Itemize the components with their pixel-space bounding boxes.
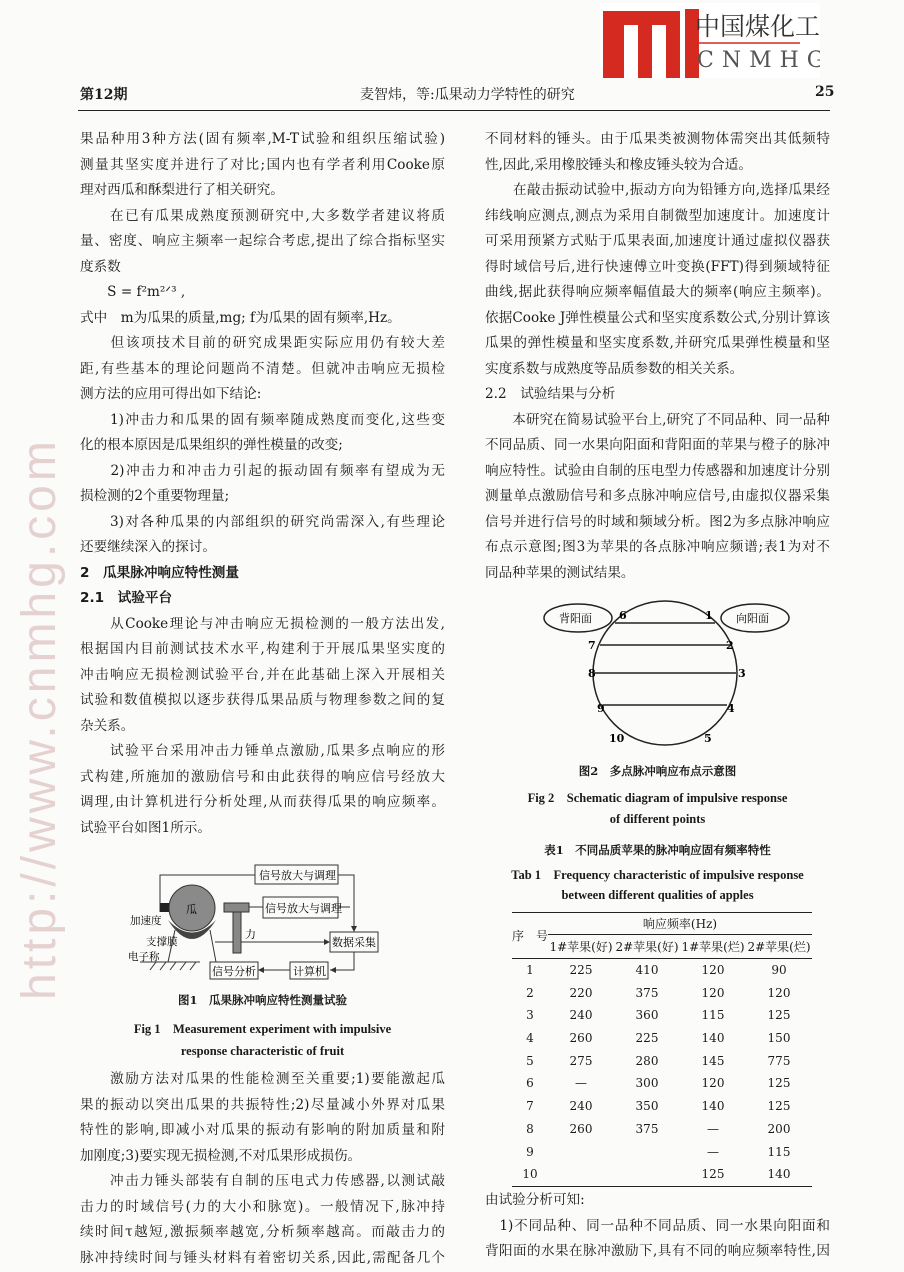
text-line: 还要继续深入的探讨。	[80, 539, 216, 555]
section-heading: 2 瓜果脉冲响应特性测量	[80, 564, 239, 581]
text-line: 性,因此,采用橡胶锤头和橡皮锤头较为合适。	[485, 156, 752, 173]
text-line: 从Cooke理论与冲击响应无损检测的一般方法出发,	[80, 615, 445, 632]
table-1-caption-cn: 表1 不同品质苹果的脉冲响应固有频率特性	[544, 843, 771, 857]
page-number: 25	[815, 84, 835, 100]
table-cell: 300	[635, 1076, 659, 1091]
table-row	[512, 1163, 812, 1186]
text-line: 果品种用3种方法(固有频率,M-T试验和组织压缩试验)	[80, 131, 445, 147]
table-cell: 360	[635, 1008, 659, 1023]
index-header: 序 号	[512, 928, 549, 943]
text-line: 损检测的2个重要物理量;	[80, 488, 230, 504]
row-index: 5	[526, 1053, 534, 1068]
table-cell	[548, 1140, 614, 1163]
text-line: 纬线响应测点,测点为采用自制微型加速度计。加速度计	[485, 207, 830, 224]
text-line: 1)不同品种、同一品种不同品质、同一水果向阳面和	[485, 1217, 830, 1234]
row-index: 7	[526, 1099, 534, 1114]
table-row	[512, 1072, 812, 1095]
text-line: 加刚度;3)要实现无损检测,不对瓜果形成损伤。	[80, 1147, 362, 1164]
table-cell: 145	[701, 1053, 725, 1068]
figure-2-caption-cn: 图2 多点脉冲响应布点示意图	[578, 764, 737, 778]
header-rule	[78, 110, 830, 111]
table-cell: 125	[701, 1167, 725, 1182]
group-header: 响应频率(Hz)	[548, 913, 812, 935]
table-row	[512, 1095, 812, 1118]
text-line: 冲击力锤头部装有自制的压电式力传感器,以测试敲	[80, 1173, 445, 1189]
figure-2-caption-en: Fig 2 Schematic diagram of impulsive response	[527, 791, 788, 805]
table-1-caption-en-2: between different qualities of apples	[561, 888, 754, 902]
table-cell: 240	[569, 1099, 593, 1114]
table-1-caption-en: Tab 1 Frequency characteristic of impulsive response	[511, 868, 804, 882]
figure-1-diagram	[120, 840, 390, 990]
table-cell: —	[707, 1121, 719, 1136]
table-row	[512, 1049, 812, 1072]
figure-1-caption-en-2: response characteristic of fruit	[180, 1044, 345, 1058]
text-line: 瓜果的弹性模量和坚实度系数,并研究瓜果弹性模量和坚	[485, 335, 830, 351]
column-header: 1#苹果(好)	[549, 939, 613, 954]
table-row	[512, 1027, 812, 1050]
text-line: 调理,由计算机进行分析处理,从而获得瓜果的响应频率。	[80, 794, 445, 810]
svg-text:CNMHG: CNMHG	[697, 48, 820, 73]
right-column-top	[485, 127, 830, 586]
row-index: 6	[526, 1076, 534, 1091]
table-cell: 140	[701, 1099, 725, 1114]
table-cell: 90	[771, 963, 787, 978]
text-line: 距,有些基本的理论问题尚不清楚。但就冲击响应无损检	[80, 360, 445, 377]
table-cell	[614, 1163, 680, 1186]
text-line: 2)冲击力和冲击力引起的振动固有频率有望成为无	[80, 462, 445, 479]
column-header: 1#苹果(烂)	[681, 939, 745, 954]
table-cell: 140	[767, 1167, 791, 1182]
text-line: 果的振动以突出瓜果的共振特性;2)尽量减小外界对瓜果	[80, 1096, 445, 1113]
point-label: 8	[588, 667, 596, 680]
text-line: 1)冲击力和瓜果的固有频率随成熟度而变化,这些变	[80, 411, 445, 428]
text-line: 测量其坚实度并进行了对比;国内也有学者利用Cooke原	[80, 156, 445, 173]
table-cell: 120	[701, 1076, 725, 1091]
figure-2-diagram	[530, 595, 810, 755]
table-cell: 350	[635, 1099, 659, 1114]
text-line: 在已有瓜果成熟度预测研究中,大多数学者建议将质	[80, 207, 445, 224]
table-row	[512, 981, 812, 1004]
amp-box-1: 信号放大与调理	[259, 869, 336, 882]
text-line: 冲击响应无损检测试验平台,并在此基础上深入开展相关	[80, 666, 445, 683]
section-heading: 2.1 试验平台	[80, 590, 173, 606]
row-index: 4	[526, 1031, 534, 1046]
sun-side-label: 向阳面	[736, 612, 769, 625]
table-cell: 775	[767, 1053, 791, 1068]
table-cell: 125	[767, 1099, 791, 1114]
text-line: 式中 m为瓜果的质量,mg; f为瓜果的固有频率,Hz。	[80, 309, 401, 326]
text-line: 根据国内目前测试技术水平,构建利于开展瓜果坚实度的	[80, 641, 445, 657]
row-index: 1	[526, 963, 534, 978]
computer-box: 计算机	[293, 965, 326, 978]
table-cell: 115	[767, 1144, 791, 1159]
fruit-label: 瓜	[186, 903, 197, 916]
shade-side-label: 背阳面	[559, 612, 592, 625]
text-line: 响应特性。试验由自制的压电型力传感器和加速度计分别	[485, 462, 830, 479]
table-cell: 225	[635, 1031, 659, 1046]
daq-box: 数据采集	[332, 936, 376, 949]
table-cell: 140	[701, 1031, 725, 1046]
figure-2-caption-en-2: of different points	[609, 812, 706, 826]
text-line: 击力的时域信号(力的大小和脉宽)。一般情况下,脉冲持	[80, 1198, 445, 1215]
row-index: 8	[526, 1121, 534, 1136]
amp-box-2: 信号放大与调理	[265, 902, 342, 915]
text-line: 信号并进行信号的时域和频域分析。图2为多点脉冲响应	[485, 513, 830, 530]
text-line: 杂关系。	[80, 717, 135, 734]
point-label: 2	[726, 639, 734, 652]
right-column-bottom	[485, 1188, 830, 1265]
text-line: 背阳面的水果在脉冲激励下,具有不同的响应频率特性,因	[485, 1243, 830, 1259]
text-line: 可采用预紧方式贴于瓜果表面,加速度计通过虚拟仪器获	[485, 233, 830, 249]
table-1	[512, 912, 812, 1187]
column-header: 2#苹果(烂)	[747, 939, 811, 954]
text-line: 布点示意图;图3为苹果的各点脉冲响应频谱;表1为对不	[485, 539, 830, 555]
figure-1-caption-cn: 图1 瓜果脉冲响应特性测量试验	[178, 993, 347, 1007]
table-cell: 375	[635, 985, 659, 1000]
point-label: 10	[609, 732, 625, 745]
text-line: 本研究在简易试验平台上,研究了不同品种、同一品种	[485, 411, 830, 428]
table-cell: 240	[569, 1008, 593, 1023]
table-row	[512, 1004, 812, 1027]
table-cell: 125	[767, 1008, 791, 1023]
point-label: 9	[597, 702, 605, 715]
table-cell: 275	[569, 1053, 593, 1068]
point-label: 7	[588, 639, 596, 652]
scale-label: 电子称	[128, 951, 160, 963]
table-cell: 125	[767, 1076, 791, 1091]
row-index: 9	[526, 1144, 534, 1159]
table-cell: —	[707, 1144, 719, 1159]
table-cell: 120	[701, 963, 725, 978]
table-row	[512, 958, 812, 981]
table-cell: 410	[635, 963, 659, 978]
table-cell: 120	[767, 985, 791, 1000]
text-line: 不同材料的锤头。由于瓜果类被测物体需突出其低频特	[485, 131, 830, 147]
row-index: 2	[526, 985, 534, 1000]
membrane-label: 支撑膜	[146, 936, 178, 948]
table-cell	[548, 1163, 614, 1186]
table-cell: 260	[569, 1031, 593, 1046]
text-line: 测量单点激励信号和多点脉冲响应信号,由虚拟仪器采集	[485, 488, 830, 504]
text-line: 由试验分析可知:	[485, 1192, 585, 1208]
text-line: 3)对各种瓜果的内部组织的研究尚需深入,有些理论	[80, 513, 445, 530]
text-line: 试验平台采用冲击力锤单点激励,瓜果多点响应的形	[80, 743, 445, 759]
text-line: 试验平台如图1所示。	[80, 819, 211, 836]
row-index: 10	[522, 1167, 538, 1182]
text-line: 激励方法对瓜果的性能检测至关重要;1)要能激起瓜	[80, 1071, 445, 1087]
table-cell: 375	[635, 1121, 659, 1136]
table-cell: 150	[767, 1031, 791, 1046]
table-cell	[614, 1140, 680, 1163]
table-cell: 280	[635, 1053, 659, 1068]
figure-1-caption-en: Fig 1 Measurement experiment with impulsive	[133, 1022, 392, 1036]
text-line: 度系数	[80, 258, 121, 275]
table-cell: —	[575, 1076, 587, 1091]
table-cell: 225	[569, 963, 593, 978]
point-label: 4	[727, 702, 735, 715]
text-line: 但该项技术目前的研究成果距实际应用仍有较大差	[80, 335, 445, 351]
watermark-logo	[600, 3, 820, 78]
text-line: 脉冲持续时间与锤头材料有着密切关系,因此,需配备几个	[80, 1249, 445, 1266]
svg-text:中国煤化工: 中国煤化工	[695, 12, 820, 41]
text-line: 实度系数与成熟度等品质参数的相关关系。	[485, 360, 744, 377]
text-line: 在敲击振动试验中,振动方向为铅锤方向,选择瓜果经	[485, 182, 830, 198]
text-line: 理对西瓜和酥梨进行了相关研究。	[80, 182, 284, 198]
point-label: 6	[619, 609, 627, 622]
analysis-box: 信号分析	[212, 965, 256, 978]
text-line: 测方法的应用可得出如下结论:	[80, 386, 262, 402]
row-index: 3	[526, 1008, 534, 1023]
table-cell: 220	[569, 985, 593, 1000]
table-cell: 115	[701, 1008, 725, 1023]
text-line: 化的根本原因是瓜果组织的弹性模量的改变;	[80, 437, 343, 453]
point-label: 5	[704, 732, 712, 745]
text-line: 量、密度、响应主频率一起综合考虑,提出了综合指标坚实	[80, 233, 445, 249]
force-label: 力	[245, 928, 256, 941]
point-label: 1	[705, 609, 713, 622]
hammer-icon	[224, 903, 249, 912]
text-line: 曲线,据此获得响应频率幅值最大的频率(响应主频率)。	[485, 284, 830, 300]
issue-number: 第12期	[80, 87, 128, 103]
text-line: 式构建,所施加的激励信号和由此获得的响应信号经放大	[80, 768, 445, 785]
text-line: 续时间τ越短,激振频率越宽,分析频率越高。而敲击力的	[80, 1224, 445, 1240]
column-header: 2#苹果(好)	[615, 939, 679, 954]
table-cell: 260	[569, 1121, 593, 1136]
table-cell: 200	[767, 1121, 791, 1136]
text-line: 特性的影响,即减小对瓜果的振动有影响的附加质量和附	[80, 1122, 445, 1138]
table-row	[512, 1118, 812, 1141]
watermark-url: http://www.cnmhg.com	[13, 437, 66, 1000]
accelerometer-label: 加速度	[130, 915, 162, 927]
left-column-bottom	[80, 1067, 445, 1271]
point-label: 3	[738, 667, 746, 680]
table-cell: 120	[701, 985, 725, 1000]
text-line: 不同品质、同一水果向阳面和背阳面的苹果与橙子的脉冲	[485, 437, 830, 453]
text-line: 得时域信号后,进行快速傅立叶变换(FFT)得到频域特征	[485, 258, 830, 275]
text-line: 同品种苹果的测试结果。	[485, 564, 635, 581]
running-title: 麦智炜，等:瓜果动力学特性的研究	[360, 87, 575, 103]
text-line: S = f²m²ᐟ³ ,	[80, 284, 186, 300]
text-line: 依据Cooke J弹性模量公式和坚实度系数公式,分别计算该	[485, 309, 830, 326]
left-column-top	[80, 127, 445, 841]
table-row	[512, 1140, 812, 1163]
text-line: 2.2 试验结果与分析	[485, 386, 616, 402]
text-line: 试验和数值模拟以逐步获得瓜果品质与物理参数之间的复	[80, 692, 445, 708]
